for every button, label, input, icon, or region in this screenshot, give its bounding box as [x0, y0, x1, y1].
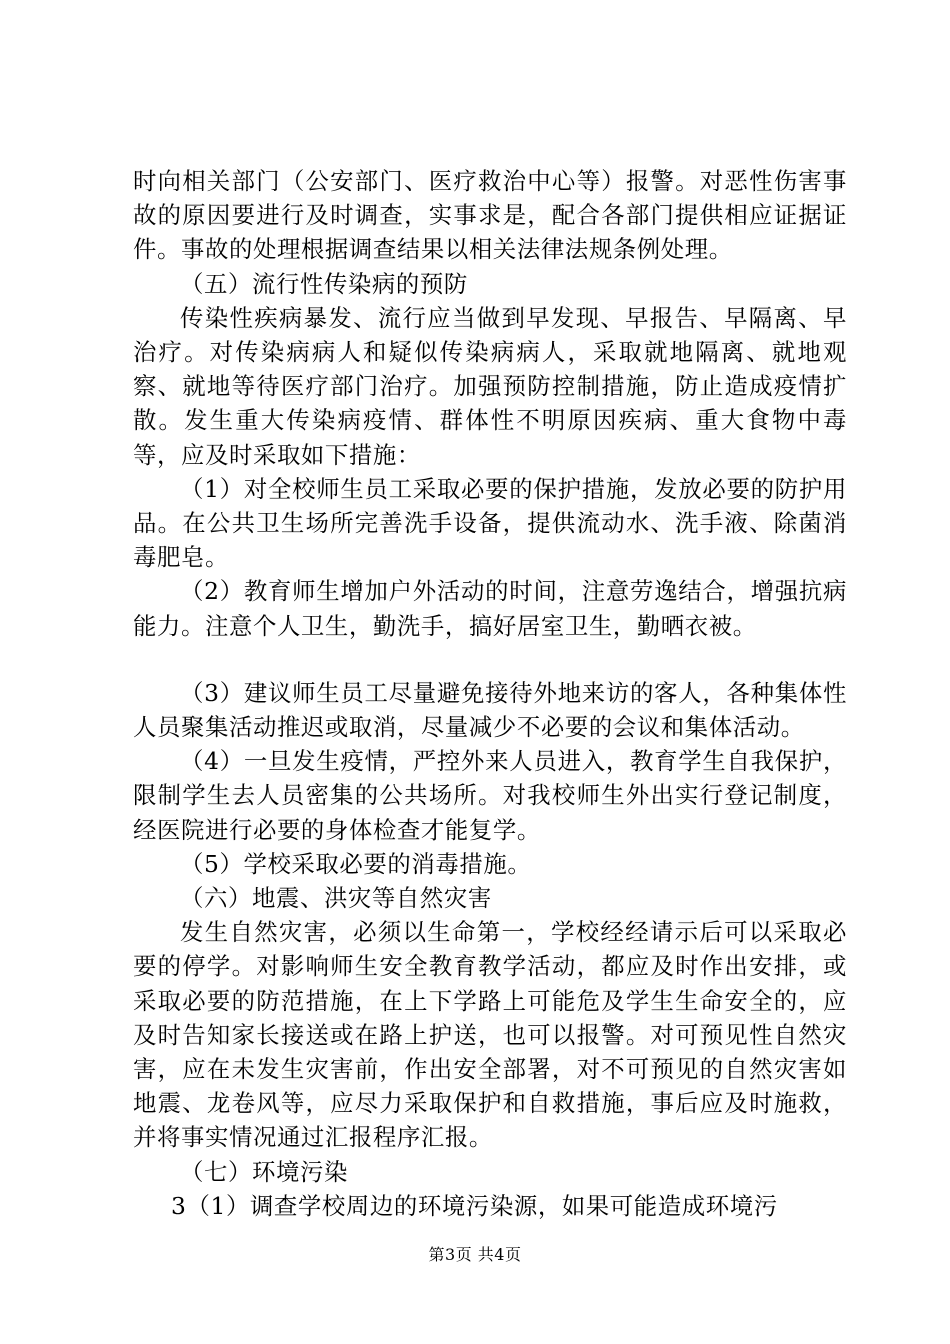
- measure-item-1: （1）对全校师生员工采取必要的保护措施，发放必要的防护用品。在公共卫生场所完善洗手设备，提供流动水、洗手液、除菌消毒肥皂。: [133, 474, 847, 572]
- paragraph-environmental-pollution: 3（1）调查学校周边的环境污染源，如果可能造成环境污: [171, 1191, 778, 1220]
- measure-item-4: （4）一旦发生疫情，严控外来人员进入，教育学生自我保护，限制学生去人员密集的公共场所。对我校师生外出实行登记制度，经医院进行必要的身体检查才能复学。: [133, 747, 847, 844]
- page-number-footer: 第3页 共4页: [428, 1245, 522, 1264]
- paragraph-accident-handling: 时向相关部门（公安部门、医疗救治中心等）报警。对恶性伤害事故的原因要进行及时调查，实事求是，配合各部门提供相应证据证件。事故的处理根据调查结果以相关法律法规条例处理。: [133, 167, 847, 264]
- measure-item-5: （5）学校采取必要的消毒措施。: [180, 849, 532, 878]
- document-body: [133, 164, 847, 1223]
- blank-line: [133, 643, 847, 676]
- measure-item-3: （3）建议师生员工尽量避免接待外地来访的客人，各种集体性人员聚集活动推迟或取消，尽量减少不必要的会议和集体活动。: [133, 678, 847, 742]
- heading-natural-disaster: （六）地震、洪灾等自然灾害: [180, 884, 492, 913]
- heading-environmental-pollution: （七）环境污染: [180, 1157, 348, 1186]
- paragraph-natural-disaster: 发生自然灾害，必须以生命第一，学校经经请示后可以采取必要的停学。对影响师生安全教育教学活动，都应及时作出安排，或采取必要的防范措施，在上下学路上可能危及学生生命安全的，应及时告知家长接送或在路上护送，也可以报警。对可预见性自然灾害，应在未发生灾害前，作出安全部署，对不可预见的自然灾害如地震、龙卷风等，应尽力采取保护和自救措施，事后应及时施救，并将事实情况通过汇报程序汇报。: [133, 918, 847, 1152]
- heading-infectious-disease: （五）流行性传染病的预防: [180, 269, 468, 298]
- measure-item-2: （2）教育师生增加户外活动的时间，注意劳逸结合，增强抗病能力。注意个人卫生，勤洗手，搞好居室卫生，勤晒衣被。: [133, 577, 847, 640]
- paragraph-infectious-disease: 传染性疾病暴发、流行应当做到早发现、早报告、早隔离、早治疗。对传染病病人和疑似传染病病人，采取就地隔离、就地观察、就地等待医疗部门治疗。加强预防控制措施，防止造成疫情扩散。发生重大传染病疫情、群体性不明原因疾病、重大食物中毒等，应及时采取如下措施：: [133, 303, 847, 469]
